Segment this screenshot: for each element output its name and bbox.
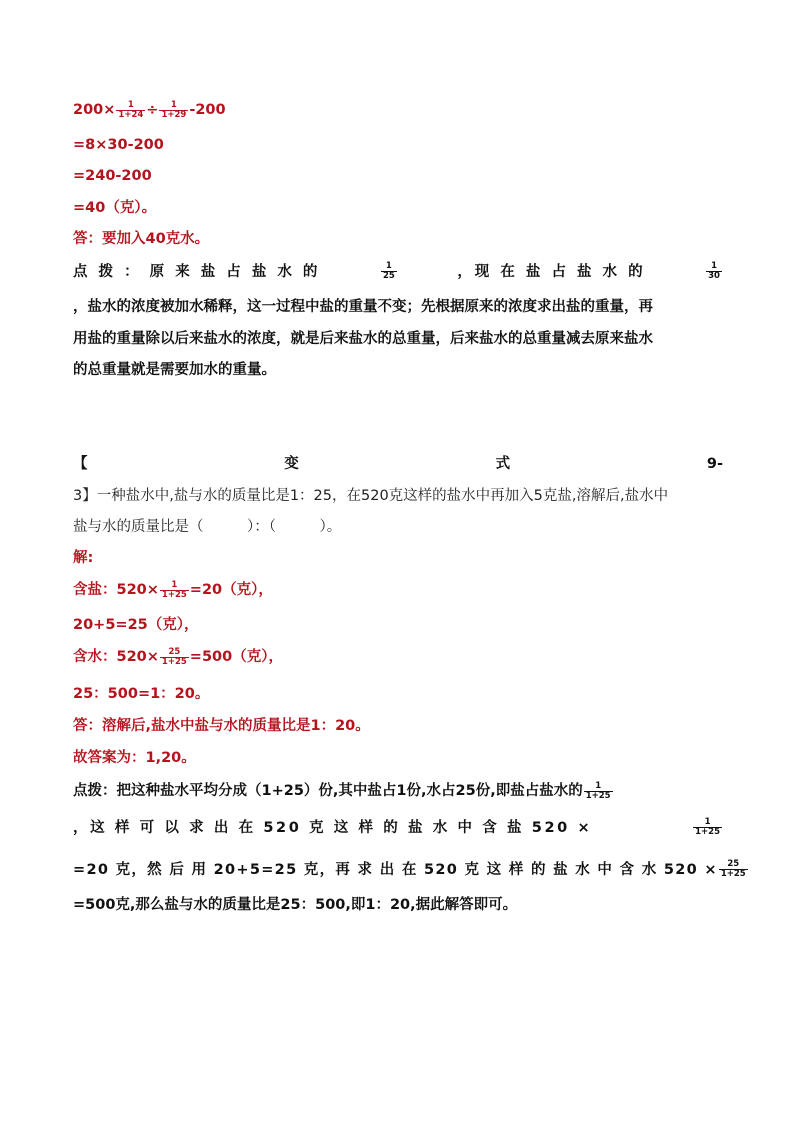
tip-text: 点拨：把这种盐水平均分成（1+25）份,其中盐占1份,水占25份,即盐占盐水的 [73,783,583,799]
fraction-numerator: 1 [595,780,602,791]
tip-text: =20 克，然 后 用 20+5=25 克，再 求 出 在 520 克 这 样 的 盐 水 中 含 水 520 × [73,862,718,878]
fraction-denominator: 1+29 [161,109,187,120]
answer-line: 答：溶解后,盐水中盐与水的质量比是1：20。 [73,718,370,734]
question-line-3: 盐与水的质量比是（ ）：（ ）。 [73,519,342,535]
calc-text: =500（克）， [189,649,283,665]
tip-line-4: 的总重量就是需要加水的重量。 [73,362,276,378]
fraction-denominator: 1+25 [720,869,746,879]
fraction [719,860,748,880]
calc-line-1 [73,100,226,120]
ratio-line: 25：500=1：20。 [73,686,210,702]
variant-heading [73,454,723,474]
heading-char: 变 [284,456,299,472]
tip-text: ，这 样 可 以 求 出 在 520 克 这 样 的 盐 水 中 含 盐 520 × [73,820,593,836]
heading-bracket: 【 [73,456,88,472]
divide-sign: ÷ [146,102,159,118]
calc-line-3: =240-200 [73,168,152,184]
fraction-denominator: 1+25 [695,827,720,837]
fraction [706,262,722,282]
water-calc-line [73,647,283,667]
fraction-denominator: 25 [382,271,395,281]
tip-line-1 [73,262,723,282]
tip-line-2 [73,818,723,838]
calc-line-4: =40（克）。 [73,200,157,216]
calc-text: 含水：520× [73,649,159,665]
tip-line-2: ，盐水的浓度被加水稀释，这一过程中盐的重量不变；先根据原来的浓度求出盐的重量，再 [73,299,653,315]
fraction-denominator: 1+25 [585,790,611,801]
fraction-numerator: 25 [168,646,181,657]
calc-text: =20（克）， [189,582,273,598]
fraction-denominator: 1+25 [161,589,187,600]
fraction-numerator: 1 [704,817,711,827]
heading-char: 式 [495,456,511,472]
fraction [116,101,145,120]
salt-calc-line [73,580,273,600]
tip-text: 点 拨 ： 原 来 盐 占 盐 水 的 [73,264,321,280]
tip-line-3: 用盐的重量除以后来盐水的浓度，就是后来盐水的总重量，后来盐水的总重量减去原来盐水 [73,331,653,347]
question-line-2: 3】一种盐水中,盐与水的质量比是1：25，在520克这样的盐水中再加入5克盐,溶解后,盐水中 [73,488,669,504]
fraction-denominator: 30 [708,271,720,281]
answer-line: 答：要加入40克水。 [73,231,210,247]
fraction-numerator: 1 [711,261,717,271]
fraction-numerator: 1 [385,261,392,271]
fraction [159,101,188,120]
fraction [584,782,613,801]
tip-line-3 [73,859,746,880]
fraction-numerator: 1 [171,579,178,590]
tip-line-1 [73,781,614,801]
fraction-numerator: 25 [727,859,740,869]
calc-line: 20+5=25（克）， [73,617,199,633]
fraction [381,262,397,282]
calc-line-2: =8×30-200 [73,137,164,153]
fraction [160,581,189,600]
fraction [693,818,722,838]
fraction-numerator: 1 [127,99,134,110]
tip-line-4: =500克,那么盐与水的质量比是25：500,即1：20,据此解答即可。 [73,897,518,913]
calc-text: 200× [73,102,116,118]
fraction-denominator: 1+25 [161,656,187,667]
fraction [160,648,189,667]
fraction-denominator: 1+24 [118,109,144,120]
heading-number: 9- [706,456,723,472]
calc-text: 含盐：520× [73,582,159,598]
tip-text: ，现 在 盐 占 盐 水 的 [457,264,646,280]
solution-label: 解: [73,550,94,566]
fraction-numerator: 1 [170,99,177,110]
calc-text: -200 [189,102,226,118]
final-answer-line: 故答案为：1,20。 [73,750,196,766]
